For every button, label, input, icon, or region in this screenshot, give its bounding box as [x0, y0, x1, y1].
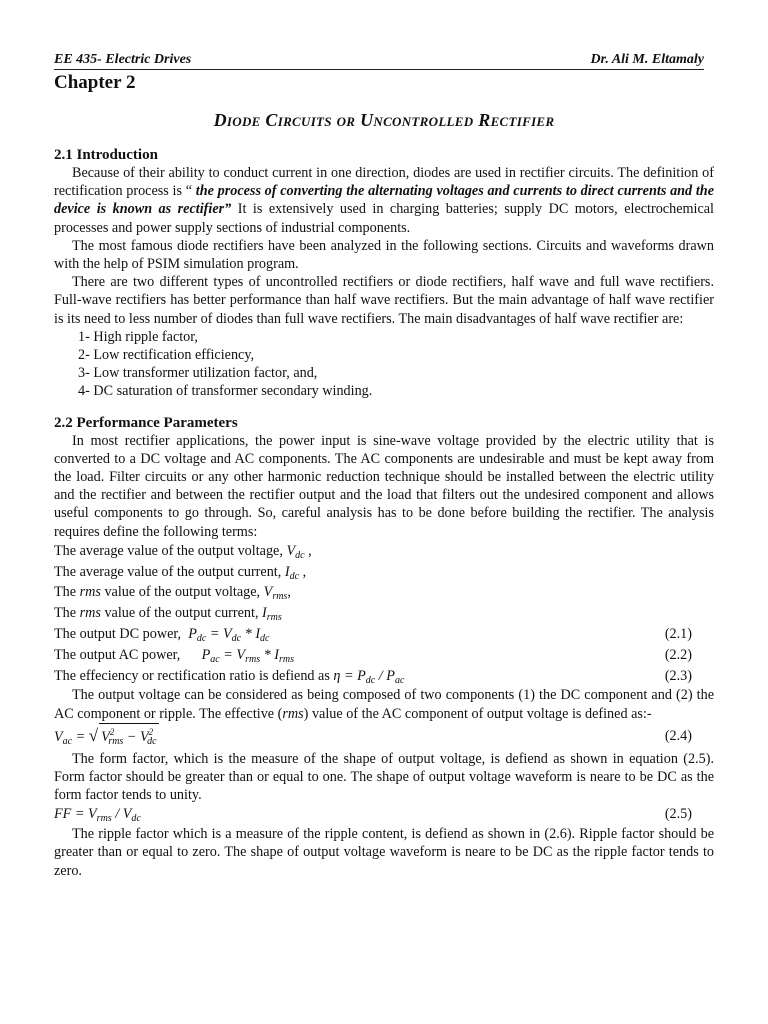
chapter-title: Diode Circuits or Uncontrolled Rectifier — [213, 110, 555, 130]
intro-paragraph-3: There are two different types of uncontrolled rectifiers or diode rectifiers, half wave and full wave rectifiers. Full-wave rectifiers has better performance than half wave rectifiers. But the main advantage of half wave rectifier is its need to less number of diodes than full wave rectifiers. The main disadvantages of half wave rectifier are: — [54, 274, 714, 327]
list-item: 2- Low rectification efficiency, — [78, 347, 255, 364]
document-body — [54, 146, 714, 880]
performance-paragraph-1: In most rectifier applications, the power input is sine-wave voltage provided by the electric utility that is converted to a DC voltage and AC components. The AC components are undesirable and must be kept away from the load. Filter circuits or any other harmonic reduction technique should be installed between the electric utility and the rectifier and between the rectifier output and the load that filters out the undesired component and allows useful components to go through. So, careful analysis has to be done before building the rectifier. The analysis requires define the following terms: — [54, 432, 714, 540]
list-item: 3- Low transformer utilization factor, and, — [78, 365, 318, 382]
disadvantages-list — [54, 328, 714, 401]
equation-number: (2.3) — [664, 667, 692, 684]
author-name: Dr. Ali M. Eltamaly — [590, 52, 704, 67]
equation-2-2: The output AC power, $P_{ac} = V_{rms} * I_{rms}$ (2.2) — [54, 646, 692, 665]
equation-number: (2.1) — [664, 626, 692, 643]
equation-2-3: The effeciency or rectification ratio is defiend as $\eta = P_{dc} / P_{ac}$ (2.3) — [54, 667, 692, 686]
performance-paragraph-3: The form factor, which is the measure of the shape of output voltage, is defiend as shown in equation (2.5). Form factor should be greater than or equal to one. The shape of output voltage waveform is neare to be DC as the form factor tends to unity. — [54, 750, 714, 804]
course-title: EE 435- Electric Drives — [54, 52, 192, 67]
running-header — [54, 52, 704, 70]
equation-2-1: The output DC power, $P_{dc} = V_{dc} * I_{dc}$ (2.1) — [54, 626, 692, 645]
chapter-label: Chapter 2 — [54, 72, 136, 93]
term-idc: The average value of the output current, $I_{dc}$ , — [54, 563, 307, 582]
performance-paragraph-2: The output voltage can be considered as being composed of two components (1) the DC component and (2) the AC component or ripple. The effective (rms) value of the AC component of output voltage is defined as:- — [54, 687, 714, 722]
section-heading-introduction: 2.1 Introduction — [54, 147, 158, 163]
term-vrms: The rms value of the output voltage, $V_{rms}$, — [54, 584, 291, 603]
equation-2-5: FF = $V_{rms} / V_{dc}$ (2.5) — [54, 806, 692, 825]
list-item: 4- DC saturation of transformer secondary winding. — [78, 383, 373, 400]
term-irms: The rms value of the output current, $I_{rms}$ — [54, 605, 282, 624]
definition-emphasis: the process of converting the alternating voltages and currents to direct currents and the device is known as rectifier” — [54, 183, 714, 218]
intro-paragraph-2: The most famous diode rectifiers have been analyzed in the following sections. Circuits and waveforms drawn with the help of PSIM simulation program. — [54, 237, 714, 273]
equation-2-4: $V_{ac}$ = √ $V^2_{rms} - V^2_{dc}$ (2.4) — [54, 723, 714, 750]
performance-paragraph-4: The ripple factor which is a measure of the ripple content, is defiend as shown in (2.6). Ripple factor should be greater than or equal to zero. The shape of output voltage waveform is neare to be DC as the ripple factor tends to zero. — [54, 826, 714, 879]
term-vdc: The average value of the output voltage, $V_{dc}$ , — [54, 542, 312, 561]
equation-number: (2.4) — [664, 727, 692, 744]
equation-number: (2.2) — [664, 646, 692, 663]
equation-number: (2.5) — [664, 806, 692, 823]
section-heading-performance: 2.2 Performance Parameters — [54, 414, 238, 431]
intro-paragraph-1: Because of their ability to conduct current in one direction, diodes are used in rectifier circuits. The definition of rectification process is “ the process of converting the alternating voltages and currents to direct currents and the device is known as rectifier” It is extensively used in charging batteries; supply DC motors, electrochemical processes and power supply sections of industrial components. — [54, 165, 715, 236]
list-item: 1- High ripple factor, — [78, 328, 198, 345]
